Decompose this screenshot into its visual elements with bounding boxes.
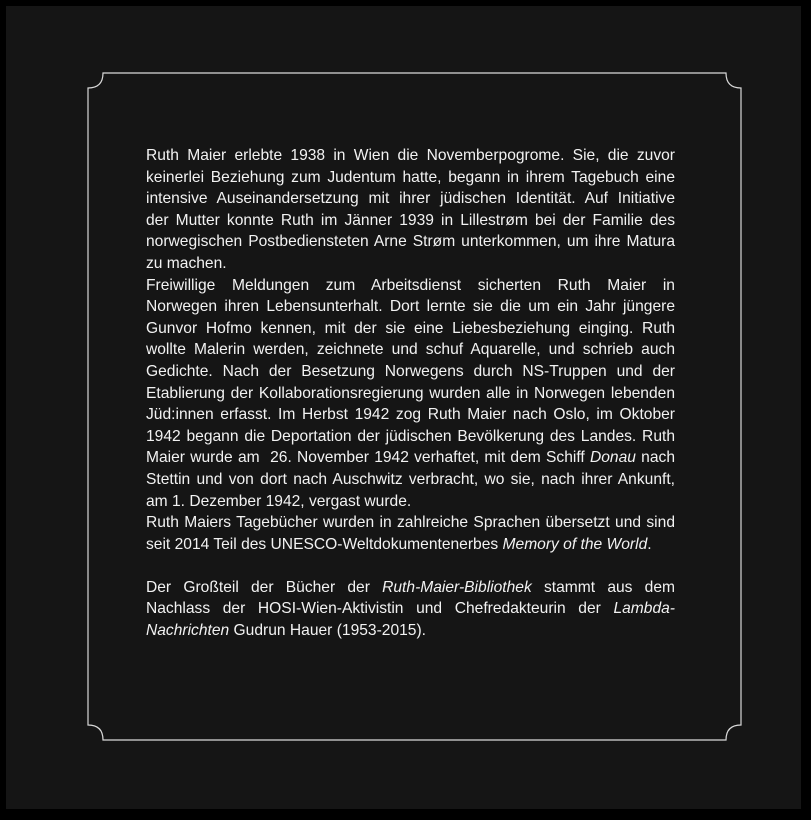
text-segment: Maier wurde am 26. November 1942 verhaftet, mit dem Schiff bbox=[146, 449, 590, 467]
ship-name: Donau bbox=[589, 449, 636, 467]
magazine-name-part: Nachrichten bbox=[146, 622, 230, 640]
text-line: Ruth Maiers Tagebücher wurden in zahlreiche Sprachen übersetzt und sind bbox=[146, 514, 675, 532]
text-line bbox=[146, 447, 675, 469]
program-name: Memory of the World bbox=[502, 535, 648, 553]
text-line: wollte Malerin werden, zeichnete und schuf Aquarelle, und schrieb auch bbox=[146, 341, 675, 359]
text-block bbox=[146, 145, 675, 642]
paragraph-3 bbox=[146, 512, 675, 555]
paragraph-spacer bbox=[146, 555, 675, 577]
text-line: keinerlei Beziehung zum Judentum hatte, begann in ihrem Tagebuch eine bbox=[146, 168, 675, 186]
text-line: Etablierung der Kollaborationsregierung wurden alle in Norwegen lebenden bbox=[146, 384, 675, 402]
magazine-name-part: Lambda- bbox=[613, 600, 675, 618]
text-segment: nach bbox=[635, 449, 675, 467]
text-segment: Der Großteil der Bücher der bbox=[146, 578, 383, 596]
text-line bbox=[146, 598, 675, 620]
text-line: Stettin und von dort nach Auschwitz verbracht, wo sie, nach ihrer Ankunft, bbox=[146, 470, 675, 488]
text-segment: Gudrun Hauer (1953-2015). bbox=[229, 622, 426, 640]
paragraph-4 bbox=[146, 577, 675, 642]
text-line: 1942 begann die Deportation der jüdischen Bevölkerung des Landes. Ruth bbox=[146, 427, 675, 445]
text-line: Norwegen ihren Lebensunterhalt. Dort lernte sie die um ein Jahr jüngere bbox=[146, 298, 675, 316]
text-line bbox=[146, 577, 675, 599]
text-line: Gunvor Hofmo kennen, mit der sie eine Liebesbeziehung einging. Ruth bbox=[146, 319, 675, 337]
text-line: Gedichte. Nach der Besetzung Norwegens durch NS-Truppen und der bbox=[146, 362, 675, 380]
text-segment: . bbox=[647, 535, 652, 553]
text-line: am 1. Dezember 1942, vergast wurde. bbox=[146, 492, 412, 510]
text-segment: Nachlass der HOSI-Wien-Aktivistin und Chefredakteurin der bbox=[146, 600, 614, 618]
text-line bbox=[146, 534, 675, 556]
text-line: Freiwillige Meldungen zum Arbeitsdienst sicherten Ruth Maier in bbox=[146, 276, 675, 294]
text-line: Ruth Maier erlebte 1938 in Wien die Novemberpogrome. Sie, die zuvor bbox=[146, 147, 675, 164]
text-line: zu machen. bbox=[146, 254, 227, 272]
text-line bbox=[146, 620, 675, 642]
text-line: Jüd:innen erfasst. Im Herbst 1942 zog Ruth Maier nach Oslo, im Oktober bbox=[146, 406, 675, 424]
text-line: norwegischen Postbediensteten Arne Strøm unterkommen, um ihre Matura bbox=[146, 233, 675, 251]
text-segment: stammt aus dem bbox=[531, 578, 675, 596]
text-segment: seit 2014 Teil des UNESCO-Weltdokumentenerbes bbox=[146, 535, 503, 553]
text-line: der Mutter konnte Ruth im Jänner 1939 in Lillestrøm bei der Familie des bbox=[146, 211, 675, 229]
library-name: Ruth-Maier-Bibliothek bbox=[382, 578, 532, 596]
paragraph-1 bbox=[146, 145, 675, 275]
paragraph-2 bbox=[146, 275, 675, 513]
text-line: intensive Auseinandersetzung mit ihrer jüdischen Identität. Auf Initiative bbox=[146, 190, 675, 208]
